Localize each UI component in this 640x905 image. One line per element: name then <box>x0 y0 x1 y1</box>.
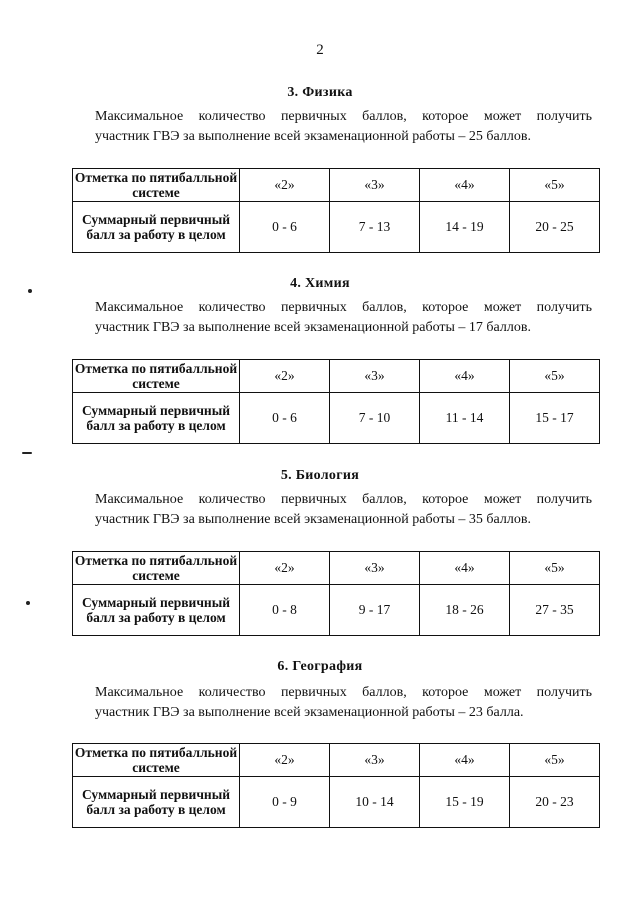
table-row <box>73 393 600 444</box>
range-cell: 11 - 14 <box>420 393 510 444</box>
grade-cell: «5» <box>510 360 600 393</box>
table-row <box>73 169 600 202</box>
grade-cell: «3» <box>330 169 420 202</box>
description-line: Максимальное количество первичных баллов, которое может получить <box>95 685 592 700</box>
section-description <box>95 490 592 530</box>
range-cell: 0 - 6 <box>240 393 330 444</box>
grade-cell: «4» <box>420 360 510 393</box>
range-cell: 20 - 25 <box>510 202 600 253</box>
grade-cell: «2» <box>240 744 330 777</box>
grade-cell: «3» <box>330 552 420 585</box>
row-header: Суммарный первичный балл за работу в целом <box>73 585 240 636</box>
range-cell: 27 - 35 <box>510 585 600 636</box>
grade-cell: «5» <box>510 552 600 585</box>
range-cell: 15 - 17 <box>510 393 600 444</box>
range-cell: 10 - 14 <box>330 777 420 828</box>
grade-cell: «2» <box>240 360 330 393</box>
description-line: участник ГВЭ за выполнение всей экзаменационной работы – 25 баллов. <box>95 129 531 144</box>
section-title: 4. Химия <box>290 276 350 291</box>
grade-table <box>72 743 600 828</box>
grade-cell: «4» <box>420 169 510 202</box>
table-row <box>73 777 600 828</box>
row-header: Отметка по пятибалльной системе <box>73 360 240 393</box>
section-title: 3. Физика <box>287 85 353 100</box>
range-cell: 14 - 19 <box>420 202 510 253</box>
range-cell: 15 - 19 <box>420 777 510 828</box>
range-cell: 18 - 26 <box>420 585 510 636</box>
grade-cell: «2» <box>240 169 330 202</box>
row-header: Отметка по пятибалльной системе <box>73 552 240 585</box>
row-header: Суммарный первичный балл за работу в целом <box>73 202 240 253</box>
table-row <box>73 202 600 253</box>
section-physics <box>0 84 640 242</box>
range-cell: 7 - 10 <box>330 393 420 444</box>
grade-cell: «3» <box>330 360 420 393</box>
section-biology <box>0 467 640 625</box>
section-description <box>95 298 592 338</box>
section-title: 5. Биология <box>280 468 360 483</box>
row-header: Отметка по пятибалльной системе <box>73 744 240 777</box>
row-header: Отметка по пятибалльной системе <box>73 169 240 202</box>
range-cell: 7 - 13 <box>330 202 420 253</box>
row-header: Суммарный первичный балл за работу в целом <box>73 777 240 828</box>
scan-speck <box>28 289 32 293</box>
grade-cell: «3» <box>330 744 420 777</box>
grade-table <box>72 551 600 636</box>
section-description <box>95 683 592 723</box>
table-row <box>73 585 600 636</box>
range-cell: 0 - 6 <box>240 202 330 253</box>
table-row <box>73 360 600 393</box>
description-line: Максимальное количество первичных баллов, которое может получить <box>95 109 592 124</box>
grade-cell: «5» <box>510 169 600 202</box>
table-row <box>73 744 600 777</box>
range-cell: 9 - 17 <box>330 585 420 636</box>
scan-speck <box>22 452 32 454</box>
description-line: участник ГВЭ за выполнение всей экзаменационной работы – 35 баллов. <box>95 512 531 527</box>
section-chemistry <box>0 275 640 433</box>
range-cell: 0 - 9 <box>240 777 330 828</box>
grade-table <box>72 359 600 444</box>
grade-cell: «2» <box>240 552 330 585</box>
description-line: участник ГВЭ за выполнение всей экзаменационной работы – 23 балла. <box>95 705 524 720</box>
grade-cell: «5» <box>510 744 600 777</box>
grade-cell: «4» <box>420 552 510 585</box>
scan-speck <box>26 601 30 605</box>
section-title: 6. География <box>277 659 363 674</box>
table-row <box>73 552 600 585</box>
row-header: Суммарный первичный балл за работу в целом <box>73 393 240 444</box>
description-line: Максимальное количество первичных баллов, которое может получить <box>95 300 592 315</box>
grade-table <box>72 168 600 253</box>
grade-cell: «4» <box>420 744 510 777</box>
section-description <box>95 107 592 147</box>
range-cell: 20 - 23 <box>510 777 600 828</box>
description-line: участник ГВЭ за выполнение всей экзаменационной работы – 17 баллов. <box>95 320 531 335</box>
page-number: 2 <box>316 42 324 58</box>
description-line: Максимальное количество первичных баллов, которое может получить <box>95 492 592 507</box>
range-cell: 0 - 8 <box>240 585 330 636</box>
section-geography <box>0 658 640 817</box>
